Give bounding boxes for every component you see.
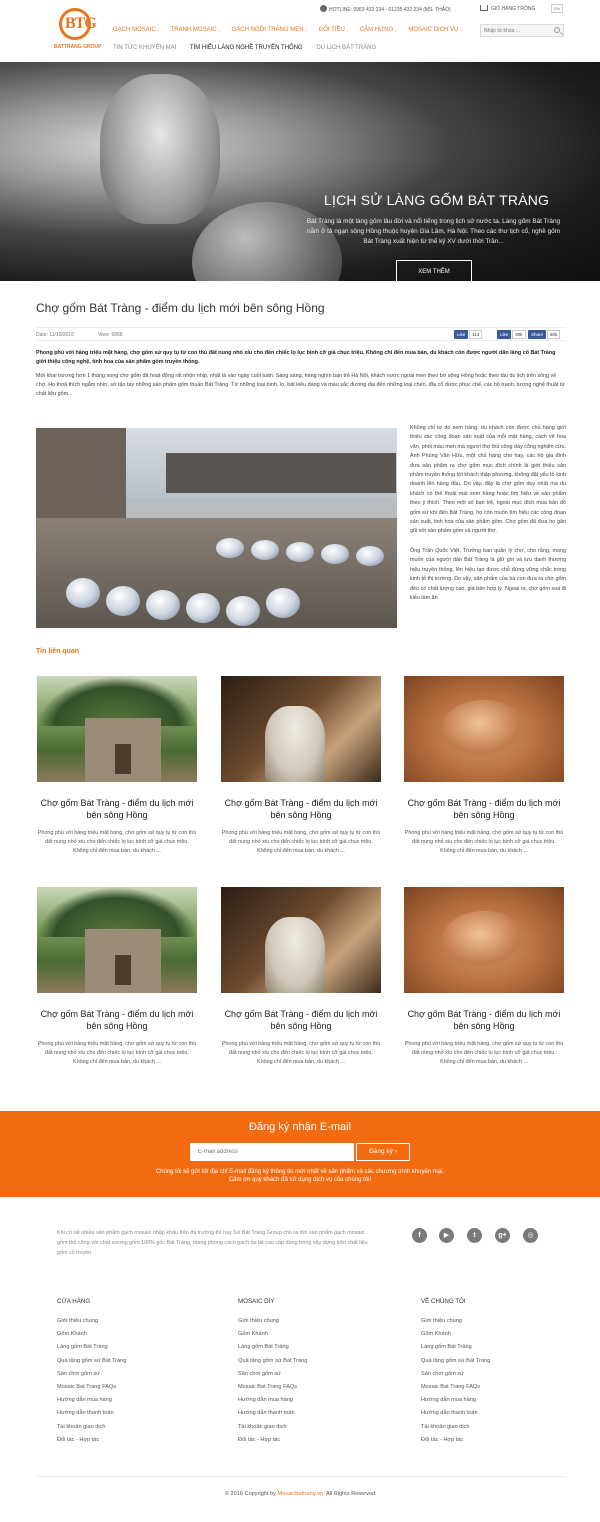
card-excerpt: Phong phú với hàng triệu mặt hàng, chợ gốm sứ quy tụ từ con thú đất nung nhỏ xíu cho đến chiếc lọ lục bình cỡ giá chục triệu. Không chỉ đến mua bán, du khách ... <box>221 1041 381 1065</box>
facebook-icon[interactable]: f <box>412 1228 427 1243</box>
footer-link[interactable]: Làng gốm Bát Tràng <box>421 1344 472 1351</box>
newsletter-title: Đăng ký nhận E-mail <box>248 1121 352 1133</box>
site-header <box>0 0 600 62</box>
footer-link[interactable]: Làng gốm Bát Tràng <box>238 1344 289 1351</box>
chevron-down-icon: ⌄ <box>304 27 308 32</box>
search-input[interactable] <box>484 26 550 36</box>
cart-link[interactable] <box>480 5 535 12</box>
footer-link[interactable]: Gốm Khánh <box>57 1331 87 1338</box>
hero-more-button[interactable]: XEM THÊM <box>396 260 472 281</box>
card-title[interactable]: Chợ gốm Bát Tràng - điểm du lịch mới bên sông Hồng <box>224 1009 378 1031</box>
hero-artisan-image <box>100 74 220 224</box>
footer-column-title: CỬA HÀNG <box>57 1298 91 1305</box>
nav-item-gach-ngoi[interactable]: GẠCH NGÓI TRÁNG MEN⌄ <box>231 27 308 33</box>
copyright <box>0 1491 600 1497</box>
card-image[interactable] <box>221 676 381 782</box>
card-excerpt: Phong phú với hàng triệu mặt hàng, chợ gốm sứ quy tụ từ con thú đất nung nhỏ xíu cho đến chiếc lọ lục bình cỡ giá chục triệu. Không chỉ đến mua bán, du khách ... <box>404 1041 564 1065</box>
footer-column-title: MOSAIC DIY <box>238 1298 275 1305</box>
sub-nav <box>113 45 388 51</box>
nav-item-cam-hung[interactable]: CẢM HỨNG⌄ <box>359 27 398 33</box>
footer-link[interactable]: Làng gốm Bát Tràng <box>57 1344 108 1351</box>
footer-link[interactable]: Quà tặng gốm sứ Bát Tràng <box>238 1357 308 1364</box>
footer-link[interactable]: Hướng dẫn mua hàng <box>238 1397 293 1404</box>
related-card[interactable] <box>37 676 197 856</box>
like-label: Like <box>454 330 468 339</box>
card-image[interactable] <box>404 887 564 993</box>
footer-about: Khi có rất nhiều sản phẩm gạch mosaic nhập khẩu trên thị trường thì nay Sứ Bát Tràng Group cho ra đời sản phẩm gạch mosaic gốm thủ công với chất xương gốm 100% gốc Bát Tràng, mang phong cách gạch ốp lát cao cấp dùng trong xây dựng trên chất liệu gốm cổ truyền. <box>57 1230 368 1256</box>
subnav-tin-tuc[interactable]: TIN TỨC KHUYẾN MẠI <box>113 45 177 51</box>
newsletter-section <box>0 1111 600 1197</box>
card-excerpt: Phong phú với hàng triệu mặt hàng, chợ gốm sứ quy tụ từ con thú đất nung nhỏ xíu cho đến chiếc lọ lục bình cỡ giá chục triệu. Không chỉ đến mua bán, du khách ... <box>404 830 564 854</box>
article-title: Chợ gốm Bát Tràng - điểm du lịch mới bên sông Hồng <box>36 301 325 315</box>
related-heading: Tin liên quan <box>36 648 80 655</box>
newsletter-note <box>100 1168 500 1184</box>
related-card[interactable] <box>404 676 564 856</box>
hotline-text: HOTLINE: 0963 432 234 - 01235 432 234 (MS. THẢO) <box>329 7 451 13</box>
hotline <box>320 5 451 13</box>
card-image[interactable] <box>37 887 197 993</box>
footer-link[interactable]: Giới thiệu chung <box>238 1318 279 1324</box>
chevron-down-icon: ⌄ <box>217 27 221 32</box>
chevron-down-icon: ⌄ <box>394 27 398 32</box>
newsletter-note-line: Cảm ơn quý khách đã sử dụng dịch vụ của chúng tôi! <box>228 1177 372 1183</box>
footer-link[interactable]: Hướng dẫn thanh toán <box>238 1410 295 1417</box>
footer-link[interactable]: Sân chơi gốm sứ <box>57 1370 100 1377</box>
main-nav <box>113 27 472 33</box>
footer-link[interactable]: Đối tác - Hợp tác <box>421 1436 464 1443</box>
article-lead: Phong phú với hàng triệu mặt hàng, chợ gốm sứ quy tụ từ con thú đất nung nhỏ xíu cho đến chiếc lọ lục bình cỡ giá chục triệu. Không chỉ đến mua bán, du khách còn được người dân làng cổ Bát Tràng giới thiệu công nghệ, tinh hoa của sản phẩm gốm truyền thống. <box>36 350 556 365</box>
subnav-du-lich[interactable]: DU LỊCH BÁT TRÀNG <box>316 45 377 51</box>
logo-text: BATTRANG GROUP <box>54 44 102 50</box>
chevron-down-icon: ⌄ <box>345 27 350 32</box>
footer-column-title: VỀ CHÚNG TÔI <box>421 1298 466 1305</box>
copyright-prefix: © 2016 Copyright by <box>224 1491 278 1497</box>
related-card[interactable] <box>221 887 381 1067</box>
footer-link[interactable]: Mosaic Bat Trang FAQs <box>238 1383 298 1390</box>
nav-item-tranh-mosaic[interactable]: TRANH MOSAIC⌄ <box>170 27 221 33</box>
card-image[interactable] <box>404 676 564 782</box>
footer-link[interactable]: Sân chơi gốm sứ <box>421 1370 464 1377</box>
logo-mark: BTG <box>59 8 91 40</box>
like-count: 114 <box>469 330 482 339</box>
article-side-paragraph: Ông Trần Quốc Việt, Trưởng ban quản lý chợ, cho rằng, mong muốn của người dân Bát Tràng là giữ gìn và lưu danh thương hiệu truyền thống, lên hiệu tạo được chỗ đứng vững chắc trong kinh tế thị trường. Do vậy, sản phẩm của bà con đưa ra chợ gốm đều có chất lượng cao, giá bán hợp lý. Ngoài ra, chợ gốm xoá đi kiểu làm ăn <box>410 547 566 601</box>
search-icon[interactable] <box>554 27 560 33</box>
instagram-icon[interactable]: ◎ <box>523 1228 538 1243</box>
footer-link[interactable]: Gốm Khánh <box>421 1331 451 1338</box>
card-title[interactable]: Chợ gốm Bát Tràng - điểm du lịch mới bên sông Hồng <box>40 1009 194 1031</box>
nav-item-mosaic-dich-vu[interactable]: MOSAIC DỊCH VỤ⌄ <box>408 27 463 33</box>
chevron-down-icon: ⌄ <box>459 27 463 32</box>
facebook-share-button[interactable] <box>528 330 560 339</box>
subscribe-button[interactable] <box>356 1143 410 1161</box>
footer-link[interactable]: Quà tặng gốm sứ Bát Tràng <box>421 1357 491 1364</box>
twitter-icon[interactable]: t <box>467 1228 482 1243</box>
facebook-like-button[interactable] <box>497 330 526 339</box>
search-box <box>480 24 564 37</box>
footer-link[interactable]: Hướng dẫn mua hàng <box>57 1397 112 1404</box>
cart-label: GIỎ HÀNG TRỐNG <box>491 6 536 12</box>
fb-like-count: 60k <box>512 330 525 339</box>
hero-text: Bát Tràng là một làng gốm lâu đời và nổi tiếng trong lịch sử nước ta. Làng gốm Bát Tràng nằm ở tả ngạn sông Hồng thuộc huyện Gia Lâm, Hà Nội. Theo các thư tịch cổ, nghề gốm Bát Tràng xuất hiện từ thế kỷ XV dưới thời Trần... <box>306 218 561 245</box>
share-like-button[interactable] <box>454 330 482 339</box>
footer-link[interactable]: Tài khoản giao dịch <box>57 1423 106 1430</box>
copyright-suffix: . All Rights Reserved <box>323 1491 376 1497</box>
cart-icon <box>480 5 488 11</box>
article-side-paragraph: Không chỉ tự do xem hàng, du khách còn được chủ hàng giới thiệu các công đoạn sản xuất của mỗi mặt hàng, cách vẽ hoa văn, phối màu men mà người thợ thủ công dày công nghiên cứu. Anh Phùng Văn Hữu, một chủ hàng cho hay, các hộ gia đình đưa sản phẩm ra chợ gốm mục đích chính là giới thiệu sản phẩm truyền thống tới khách thập phương, không đặt yếu tố kinh doanh lên hàng đầu. Do vậy, đây là chợ gốm duy nhất mà du khách có thể thoải mái xem hàng hoặc tìm hiểu về sản phẩm theo ý thích. Theo một số bạn trẻ, ngoài mục đích mua bán đồ gốm sứ khi đến Bát Tràng, họ còn muốn tìm hiểu các công đoạn sản xuất, tinh hoa của sản phẩm gốm. Chợ gốm đã đưa họ gần gũi với sản phẩm gốm và người thợ. <box>410 425 566 535</box>
brand-logo[interactable] <box>54 8 102 54</box>
language-switch[interactable]: EN <box>551 4 563 13</box>
article-views: View: 6868 <box>98 332 123 338</box>
subnav-tim-hieu-lang-nghe[interactable]: TÌM HIỂU LÀNG NGHỀ TRUYỀN THỐNG <box>189 45 303 51</box>
nav-item-gach-mosaic[interactable]: GẠCH MOSAIC⌄ <box>113 27 161 33</box>
google-plus-icon[interactable]: g+ <box>495 1228 510 1243</box>
footer-link[interactable]: Tài khoản giao dịch <box>238 1423 287 1430</box>
footer-link[interactable]: Mosaic Bat Trang FAQs <box>421 1383 481 1390</box>
youtube-icon[interactable]: ▶ <box>439 1228 454 1243</box>
card-excerpt: Phong phú với hàng triệu mặt hàng, chợ gốm sứ quy tụ từ con thú đất nung nhỏ xíu cho đến chiếc lọ lục bình cỡ giá chục triệu. Không chỉ đến mua bán, du khách ... <box>37 1041 197 1065</box>
footer-link[interactable]: Giới thiệu chung <box>421 1318 462 1324</box>
footer-link[interactable]: Hướng dẫn mua hàng <box>421 1397 476 1404</box>
chevron-right-icon: › <box>394 1148 397 1155</box>
nav-item-goi-tieu[interactable]: GỐI TIỀU⌄ <box>318 27 350 33</box>
copyright-brand-link[interactable]: Mosaicbattrang.vn <box>277 1491 324 1497</box>
footer-divider <box>36 1476 566 1477</box>
hero-banner <box>0 62 600 281</box>
fb-share-count: 60k <box>547 330 560 339</box>
footer-link[interactable]: Đối tác - Hợp tác <box>238 1436 281 1443</box>
related-card[interactable] <box>37 887 197 1067</box>
footer-column-store <box>57 1298 126 1450</box>
related-card[interactable] <box>221 676 381 856</box>
card-title[interactable]: Chợ gốm Bát Tràng - điểm du lịch mới bên sông Hồng <box>407 798 561 820</box>
subscribe-label: Đăng ký <box>369 1148 393 1155</box>
footer-link[interactable]: Giới thiệu chung <box>57 1318 98 1324</box>
footer-link[interactable]: Hướng dẫn thanh toán <box>421 1410 478 1417</box>
phone-icon <box>320 5 327 12</box>
card-title[interactable]: Chợ gốm Bát Tràng - điểm du lịch mới bên sông Hồng <box>407 1009 561 1031</box>
card-image[interactable] <box>221 887 381 993</box>
footer-column-about-us <box>421 1298 490 1450</box>
footer-link[interactable]: Đối tác - Hợp tác <box>57 1436 100 1443</box>
footer-link[interactable]: Hướng dẫn thanh toán <box>57 1410 114 1417</box>
article-main-image <box>36 428 397 628</box>
card-excerpt: Phong phú với hàng triệu mặt hàng, chợ gốm sứ quy tụ từ con thú đất nung nhỏ xíu cho đến chiếc lọ lục bình cỡ giá chục triệu. Không chỉ đến mua bán, du khách ... <box>221 830 381 854</box>
email-field[interactable] <box>190 1143 354 1161</box>
card-title[interactable]: Chợ gốm Bát Tràng - điểm du lịch mới bên sông Hồng <box>224 798 378 820</box>
card-title[interactable]: Chợ gốm Bát Tràng - điểm du lịch mới bên sông Hồng <box>40 798 194 820</box>
footer-link[interactable]: Quà tặng gốm sứ Bát Tràng <box>57 1357 127 1364</box>
footer-column-mosaic-diy <box>238 1298 307 1450</box>
newsletter-note-line: Chúng tôi sẽ gửi tới địa chỉ E-mail đăng ký thông tin mới nhất về sản phẩm và các chương trình khuyến mại. <box>155 1169 445 1175</box>
related-card[interactable] <box>404 887 564 1067</box>
card-image[interactable] <box>37 676 197 782</box>
footer-link[interactable]: Mosaic Bat Trang FAQs <box>57 1383 117 1390</box>
article-side-text <box>410 424 566 603</box>
article-date: Date: 11/10/2016 <box>36 332 74 338</box>
card-excerpt: Phong phú với hàng triệu mặt hàng, chợ gốm sứ quy tụ từ con thú đất nung nhỏ xíu cho đến chiếc lọ lục bình cỡ giá chục triệu. Không chỉ đến mua bán, du khách ... <box>37 830 197 854</box>
footer-link[interactable]: Tài khoản giao dịch <box>421 1423 470 1430</box>
article-meta <box>36 327 566 341</box>
fb-like-label: Like <box>497 330 511 339</box>
chevron-down-icon: ⌄ <box>156 27 161 32</box>
footer-link[interactable]: Sân chơi gốm sứ <box>238 1370 281 1377</box>
footer-link[interactable]: Gốm Khánh <box>238 1331 268 1338</box>
article-paragraph: Mới khai trương hơn 1 tháng song chợ gốm đã hoạt động rất nhộn nhịp, nhất là vào ngày cuối tuần. Sáng sáng, hàng nghìn bạn trẻ Hà Nội, khách nước ngoài men theo bờ sông Hồng hoặc theo tàu du lịch trên sông về chợ. Họ thoả thích ngắm nhìn, sờ tận tay những sản phẩm gốm thuần Bát Tràng. Từ những loại bình, lọ, bát kiểu dáng và màu sắc đương đại đến những loại chén, đĩa cổ được phục chế, các bộ tranh, tượng nghệ thuật từ chất liệu gốm... <box>36 373 565 397</box>
hero-title: LỊCH SỬ LÀNG GỐM BÁT TRÀNG <box>324 192 550 208</box>
fb-share-label: Share <box>528 330 546 339</box>
